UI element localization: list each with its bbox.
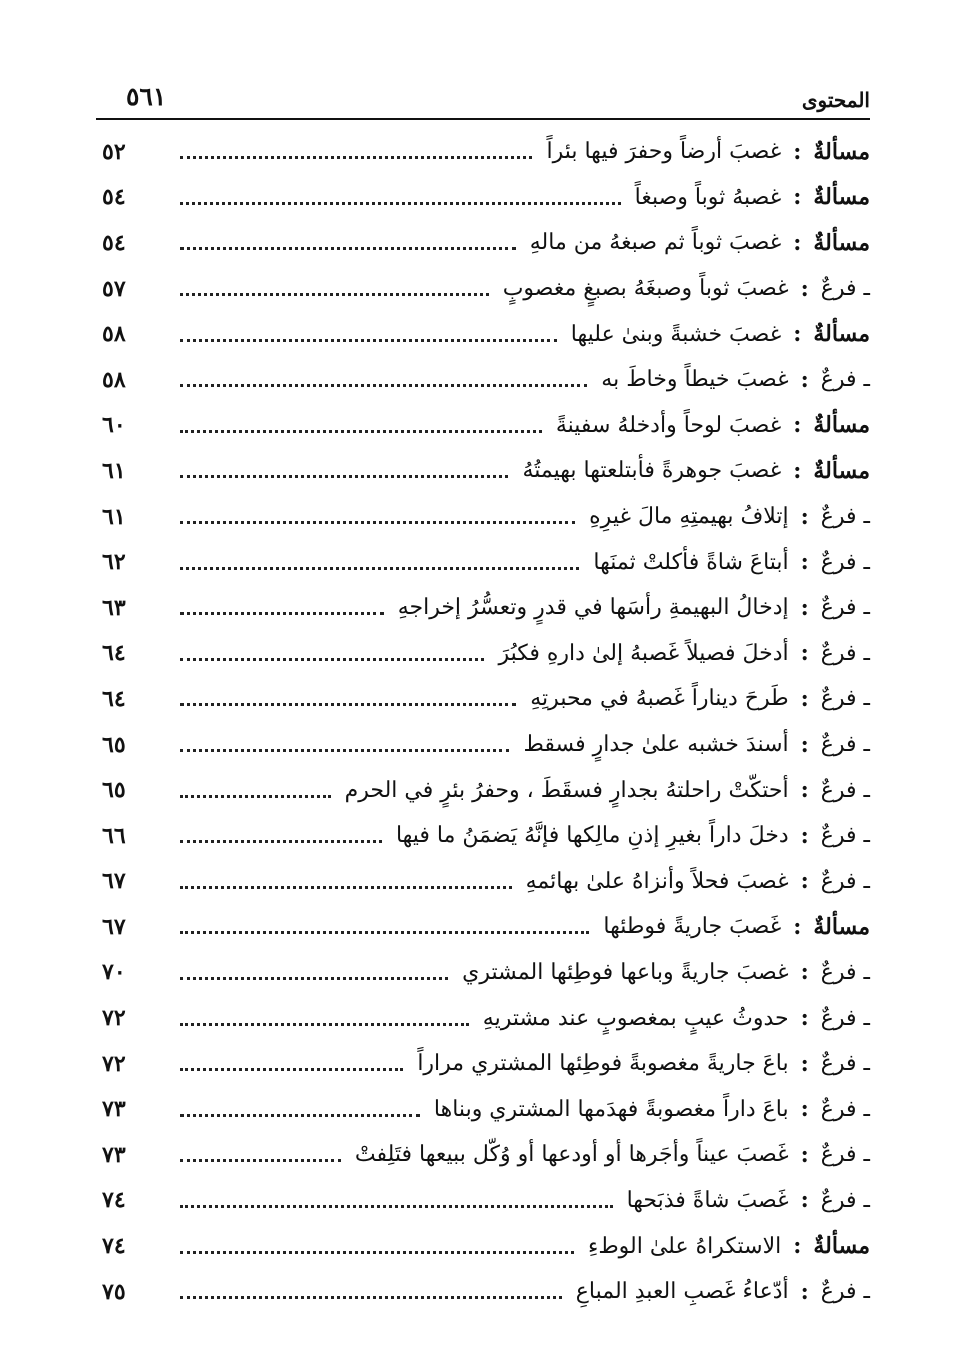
- entry-separator: :: [793, 138, 802, 165]
- entry-separator: :: [800, 822, 809, 849]
- dot-leader: [180, 931, 589, 934]
- entry-kind: ـ فرعٌ: [820, 959, 870, 985]
- entry-page-number: ٥٢: [102, 138, 126, 165]
- toc-entry: [96, 1269, 870, 1315]
- entry-title: أدخلَ فصيلاً غَصبهُ إلىٰ دارهِ فكبُرَ: [498, 640, 789, 666]
- entry-page-number: ٦٤: [102, 640, 126, 667]
- entry-page-number: ٧٣: [102, 1096, 126, 1123]
- entry-title: باعَ داراً مغصوبةً فهدَمها المشتري وبناها: [433, 1096, 789, 1122]
- entry-separator: :: [800, 1096, 809, 1123]
- entry-separator: :: [793, 321, 802, 348]
- entry-page-number: ٧٤: [102, 1233, 126, 1260]
- toc-entry: [96, 859, 870, 905]
- entry-separator: :: [800, 640, 809, 667]
- entry-page-number: ٥٧: [102, 275, 126, 302]
- entry-title: غصبَ خيطاً وخاطَ به: [601, 367, 789, 393]
- toc-entry: [96, 676, 870, 722]
- entry-title: أبتاعَ شاةً فأكلتْ ثمنَها: [593, 549, 789, 575]
- toc-entry: [96, 813, 870, 859]
- entry-title: طَرحَ ديناراً غَصبهُ في محبرتِهِ: [530, 686, 789, 712]
- toc-entry: [96, 904, 870, 950]
- entry-page-number: ٦٥: [102, 777, 126, 804]
- entry-separator: :: [800, 731, 809, 758]
- entry-page-number: ٥٤: [102, 184, 126, 211]
- entry-separator: :: [800, 275, 809, 302]
- header-title: المحتوى: [801, 88, 870, 112]
- entry-page-number: ٧٥: [102, 1278, 126, 1305]
- dot-leader: [180, 612, 384, 615]
- entry-title: غَصبَ عيناً وأجَرها أو أودعها أو وُكّل ببيعها فتَلِفتْ: [354, 1142, 789, 1168]
- toc-entry: [96, 1178, 870, 1224]
- toc-entry: [96, 631, 870, 677]
- toc-entry: [96, 129, 870, 175]
- entry-page-number: ٦٣: [102, 594, 126, 621]
- entry-title: غصبَ ثوباً وصبغَهُ بصبغٍ مغصوبٍ: [502, 276, 789, 302]
- entry-title: غصبَ جاريةً وباعها فوطِئها المشتري: [462, 959, 789, 985]
- entry-kind: مسألةٌ: [813, 321, 870, 348]
- dot-leader: [180, 384, 587, 387]
- entry-kind: ـ فرعٌ: [820, 823, 870, 849]
- entry-kind: ـ فرعٌ: [820, 686, 870, 712]
- dot-leader: [180, 749, 509, 752]
- entry-title: غصبَ لوحاً وأدخلهُ سفينةً: [555, 412, 782, 438]
- entry-kind: ـ فرعٌ: [820, 1142, 870, 1168]
- dot-leader: [180, 339, 557, 342]
- entry-page-number: ٥٤: [102, 229, 126, 256]
- dot-leader: [180, 202, 621, 205]
- entry-kind: مسألةٌ: [813, 184, 870, 211]
- entry-kind: ـ فرعٌ: [820, 1279, 870, 1305]
- entry-separator: :: [793, 913, 802, 940]
- entry-title: غصبَ فحلاً وأنزاهُ علىٰ بهائمهِ: [525, 868, 789, 894]
- entry-kind: ـ فرعٌ: [820, 868, 870, 894]
- toc-entry: [96, 175, 870, 221]
- toc-entry: [96, 220, 870, 266]
- entry-title: غصبهُ ثوباً وصبغاً: [634, 184, 782, 210]
- toc-entry: [96, 1132, 870, 1178]
- toc-entry: [96, 722, 870, 768]
- entry-title: حدوثُ عيبٍ بمغصوبٍ عند مشتريهِ: [482, 1005, 789, 1031]
- entry-separator: :: [800, 1005, 809, 1032]
- entry-title: أسندَ خشبه علىٰ جدارٍ فسقط: [523, 732, 789, 758]
- dot-leader: [180, 658, 484, 661]
- toc-entry: [96, 494, 870, 540]
- entry-separator: :: [800, 503, 809, 530]
- entry-page-number: ٦٤: [102, 685, 126, 712]
- entry-separator: :: [793, 229, 802, 256]
- dot-leader: [180, 1251, 574, 1254]
- entry-separator: :: [800, 1187, 809, 1214]
- entry-page-number: ٦٧: [102, 868, 126, 895]
- entry-title: غصبَ جوهرةً فأبتلعتها بهيمتُهُ: [522, 458, 782, 484]
- entry-kind: ـ فرعٌ: [820, 1005, 870, 1031]
- entry-separator: :: [800, 549, 809, 576]
- entry-page-number: ٦٦: [102, 822, 126, 849]
- entry-kind: ـ فرعٌ: [820, 1096, 870, 1122]
- dot-leader: [180, 521, 575, 524]
- page-number: ٥٦١: [126, 82, 167, 111]
- entry-separator: :: [793, 457, 802, 484]
- entry-page-number: ٦١: [102, 503, 126, 530]
- toc-entry: [96, 995, 870, 1041]
- dot-leader: [180, 703, 516, 706]
- toc-entry: [96, 950, 870, 996]
- toc-entry: [96, 448, 870, 494]
- dot-leader: [180, 156, 532, 159]
- toc-entry: [96, 403, 870, 449]
- entry-kind: ـ فرعٌ: [820, 1187, 870, 1213]
- entry-kind: ـ فرعٌ: [820, 504, 870, 530]
- entry-kind: ـ فرعٌ: [820, 732, 870, 758]
- entry-page-number: ٧٤: [102, 1187, 126, 1214]
- entry-title: أحتكّتْ راحلتهُ بجدارٍ فسقَطَ ، وحفرُ بئرٍ في الحرم: [344, 777, 789, 803]
- entry-page-number: ٧٢: [102, 1050, 126, 1077]
- toc-entry: [96, 311, 870, 357]
- entry-page-number: ٦٧: [102, 913, 126, 940]
- dot-leader: [180, 475, 508, 478]
- dot-leader: [180, 567, 579, 570]
- dot-leader: [180, 795, 331, 798]
- dot-leader: [180, 1023, 469, 1026]
- entry-page-number: ٧٢: [102, 1005, 126, 1032]
- entry-page-number: ٧٣: [102, 1141, 126, 1168]
- entry-kind: ـ فرعٌ: [820, 276, 870, 302]
- page-header: [96, 82, 870, 118]
- dot-leader: [180, 840, 382, 843]
- entry-title: إتلافُ بهيمتِهِ مالَ غيرِهِ: [589, 504, 789, 530]
- toc-entry: [96, 1041, 870, 1087]
- entry-kind: ـ فرعٌ: [820, 367, 870, 393]
- entry-kind: مسألةٌ: [813, 138, 870, 165]
- entry-page-number: ٧٠: [102, 959, 126, 986]
- toc-entry: [96, 767, 870, 813]
- entry-kind: ـ فرعٌ: [820, 1051, 870, 1077]
- entry-page-number: ٦١: [102, 457, 126, 484]
- entry-title: أدّعاءُ غَصبِ العبدِ المباعِ: [575, 1279, 789, 1305]
- entry-separator: :: [800, 594, 809, 621]
- dot-leader: [180, 886, 512, 889]
- entry-kind: مسألةٌ: [813, 913, 870, 940]
- entry-page-number: ٥٨: [102, 321, 126, 348]
- dot-leader: [180, 430, 542, 433]
- dot-leader: [180, 1296, 562, 1299]
- toc-entry: [96, 1223, 870, 1269]
- toc-entry: [96, 266, 870, 312]
- entry-kind: مسألةٌ: [813, 412, 870, 439]
- toc-entry: [96, 1086, 870, 1132]
- entry-kind: مسألةٌ: [813, 1233, 870, 1260]
- entry-separator: :: [793, 184, 802, 211]
- toc-entry: [96, 357, 870, 403]
- dot-leader: [180, 293, 489, 296]
- entry-page-number: ٥٨: [102, 366, 126, 393]
- entry-separator: :: [800, 1278, 809, 1305]
- dot-leader: [180, 1114, 420, 1117]
- header-rule: [96, 118, 870, 120]
- dot-leader: [180, 247, 516, 250]
- entry-separator: :: [800, 868, 809, 895]
- entry-separator: :: [800, 366, 809, 393]
- dot-leader: [180, 977, 448, 980]
- entry-separator: :: [800, 959, 809, 986]
- entry-page-number: ٦٢: [102, 549, 126, 576]
- entry-title: الاستكراهُ علىٰ الوطءِ: [587, 1233, 782, 1259]
- entry-kind: مسألةٌ: [813, 457, 870, 484]
- entry-title: غصبَ أرضاً وحفرَ فيها بئراً: [546, 139, 782, 165]
- entry-kind: مسألةٌ: [813, 229, 870, 256]
- entry-kind: ـ فرعٌ: [820, 595, 870, 621]
- entry-kind: ـ فرعٌ: [820, 549, 870, 575]
- entry-title: غَصبَ شاةً فذبَحها: [626, 1187, 789, 1213]
- entry-title: إدخالُ البهيمةِ رأسَها في قدرٍ وتعسُّرُ إخراجهِ: [397, 595, 789, 621]
- entry-kind: ـ فرعٌ: [820, 777, 870, 803]
- entry-title: غَصبَ جاريةً فوطئها: [603, 914, 782, 940]
- entry-separator: :: [793, 1233, 802, 1260]
- entry-separator: :: [793, 412, 802, 439]
- entry-title: دخلَ داراً بغيرِ إذنِ مالِكها فإنَّهُ يَضمَنُ ما فيها: [395, 823, 789, 849]
- dot-leader: [180, 1068, 403, 1071]
- toc-entry: [96, 539, 870, 585]
- entry-separator: :: [800, 777, 809, 804]
- entry-kind: ـ فرعٌ: [820, 640, 870, 666]
- dot-leader: [180, 1159, 341, 1162]
- entry-separator: :: [800, 1141, 809, 1168]
- entry-title: غصبَ خشبةً وبنىٰ عليها: [570, 321, 782, 347]
- entry-separator: :: [800, 685, 809, 712]
- entry-separator: :: [800, 1050, 809, 1077]
- entry-page-number: ٦٥: [102, 731, 126, 758]
- entry-title: غصبَ ثوباً ثم صبغهُ من مالهِ: [529, 230, 782, 256]
- toc-list: [96, 129, 870, 1314]
- entry-title: باعَ جاريةً مغصوبةً فوطِئها المشتري مراراً: [417, 1051, 789, 1077]
- dot-leader: [180, 1205, 613, 1208]
- entry-page-number: ٦٠: [102, 412, 126, 439]
- toc-entry: [96, 585, 870, 631]
